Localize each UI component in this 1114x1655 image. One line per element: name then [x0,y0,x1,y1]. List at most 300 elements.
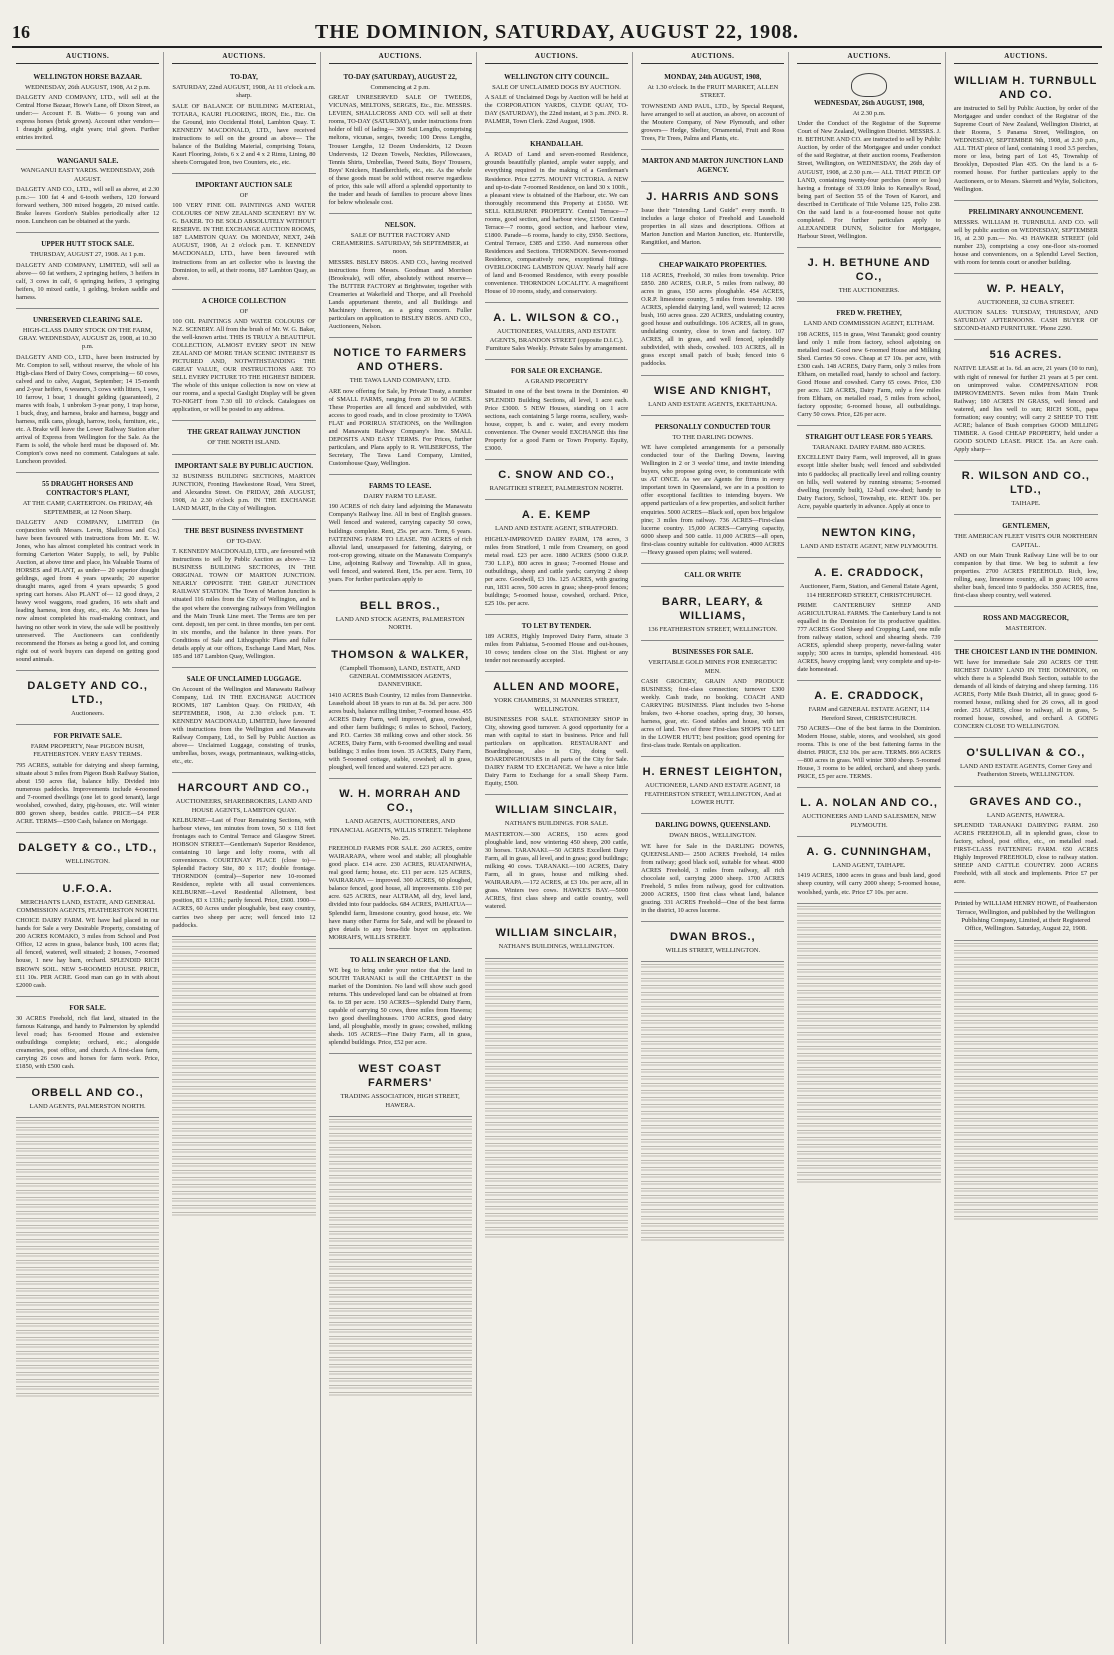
fine-print [954,1062,1098,1067]
ad-heading: L. A. NOLAN AND CO., [800,797,938,810]
fine-print [172,1044,315,1049]
advertisement [641,589,784,641]
fine-print [954,950,1098,955]
fine-print [16,1148,159,1153]
ad-heading: FOR PRIVATE SALE. [53,732,122,741]
advertisement [485,462,628,500]
column-header: AUCTIONS. [797,52,940,64]
ad-heading: THE CHOICEST LAND IN THE DOMINION. [954,647,1098,656]
ad-heading: WANGANUI SALE. [56,156,119,165]
fine-print [954,1097,1098,1102]
fine-print [172,1142,315,1147]
ad-subheading: LAND AGENTS, AUCTIONEERS, AND FINANCIAL AGENTS, WILLIS STREET. Telephone No. 25. [329,818,472,842]
ad-heading: FOR SALE. [69,1003,106,1012]
fine-print [797,1109,940,1114]
ad-heading: BARR, LEARY, & WILLIAMS, [661,595,764,622]
fine-print [329,1308,472,1313]
ad-heading: DWAN BROS., [670,930,756,943]
ad-body: 1410 ACRES Bush Country, 12 miles from Dannevirke. Leasehold about 18 years to run at 8s. 3d. per acre. 300 acres bush, balance milling timber, 7-roomed house. 455 ACRES Dairy Farm, well improved, grass, cowshed, and other farm buildings; 6 miles to School, Factory, and P.O. Carries 38 milking cows and other stock. 56 ACRES, Dairy Farm, with 6-roomed dwelling and usual buildings; 3 miles from town. 35 ACRES, Dairy Farm, with 5-roomed cottage, stable, cowshed; all in grass, ploughed, well fenced and watered. £23 per acre. [328,691,472,771]
fine-print [172,981,315,986]
fine-print [16,1302,159,1307]
advertisement [954,517,1098,607]
ad-subheading: LAND AND STOCK AGENTS, PALMERSTON NORTH. [335,615,465,632]
ad-heading: A CHOICE COLLECTION [201,296,286,305]
fine-print [954,999,1098,1004]
fine-print [172,1212,315,1217]
ad-subheading: WANGANUI EAST YARDS. WEDNESDAY, 26th AUGUST. [20,167,155,183]
advertisement [485,920,628,958]
fine-print [797,1137,940,1142]
fine-print [172,1016,315,1021]
fine-print [954,1027,1098,1032]
ad-body: AUCTION SALES: TUESDAY, THURSDAY, AND SATURDAY AFTERNOONS. CASH BUYER OF SECOND-HAND FURNITURE. 'Phone 2290. [953,309,1098,333]
ad-subheading: Auctioneer, Farm, Station, and General Estate Agent, 114 HEREFORD STREET, CHRISTCHURCH. [799,583,939,599]
fine-print [641,1139,784,1144]
ad-subheading: YORK CHAMBERS, 31 MANNERS STREET, WELLINGTON. [493,697,620,713]
fine-print [329,1210,472,1215]
ad-body: EXCELLENT Dairy Farm, well improved, all in grass except little shelter bush; well fenced and subdivided into 6 paddocks; all practically level and rolling country on hills, well watered by running streams; 5-roomed dwelling (recently built), 12-bail cow-shed; handy to Dairy Factory, School, Township, etc. RENT 10s. per Acre, payable quarterly in advance. Apply at once to [797,454,941,510]
fine-print [641,964,784,969]
ad-heading: C. SNOW AND CO., [498,468,615,481]
ad-subheading: THE AMERICAN FLEET VISITS OUR NORTHERN CAPITAL. [954,533,1098,549]
column-2 [168,52,320,1644]
advertisement [641,184,784,254]
fine-print [954,1160,1098,1165]
fine-print [641,1223,784,1228]
fine-print [797,962,940,967]
fine-print [172,939,315,944]
ad-heading: H. ERNEST LEIGHTON, [642,766,783,779]
ad-heading: R. WILSON AND CO., LTD., [961,469,1090,497]
ad-body: T. KENNEDY MACDONALD, LTD., are favoured with instructions to sell by Public Auction as above— 32 BUSINESS BUILDING SECTIONS, IN THE ORIGINAL TOWN OF MARTON JUNCTION. NEARLY OPPOSITE THE GREAT JUNCTION RAILWAY STATION. The Town of Marton Junction is situated 116 miles from the City of Wellington, and is the spot where the converging railways from Wellington and the Main Trunk Line meet. The Terms are ten per cent. deposit, ten per cent. in three months, ten per cent. in six months, and the balance in three years. For Conditions of Sale and Lithographic Plans and fuller details apply at our offices, Exchange Land Mart, Nos. 185 and 187 Lambton Quay, Wellington. [172,548,316,660]
fine-print [16,1225,159,1230]
ad-heading: NELSON. [384,220,416,229]
ad-heading: THOMSON & WALKER, [331,648,470,661]
ad-subheading: VERITABLE GOLD MINES FOR ENERGETIC MEN. [648,659,778,675]
column-3 [325,52,477,1644]
ad-heading: UPPER HUTT STOCK SALE. [41,240,134,249]
advertisement [329,340,472,475]
ad-body: NATIVE LEASE at 1s. 6d. an acre, 21 years (10 to run), with right of renewal for further 21 years at 5 per cent. on unimproved value. COMPENSATION FOR IMPROVEMENTS. Seven miles from Main Trunk Railway; 180 ACRES IN GRASS, well fenced and watered, and lies well to sun; RICH SOIL, papa formation; easy country; will carry 2 SHEEP TO THE ACRE; balance of Bush comprises GOOD MILLING TIMBER. A Good CHEAP PROPERTY, held under a GOOD SOUND LEASE. PRICE 15s. an Acre cash. Apply sharp— [953,365,1098,453]
fine-print [485,989,628,994]
fine-print [485,1059,628,1064]
advertisement-columns [12,52,1102,1644]
fine-print [485,1157,628,1162]
fine-print [16,1134,159,1139]
fine-print [641,1048,784,1053]
fine-print [485,996,628,1001]
fine-print [485,1094,628,1099]
ad-heading: WILLIAM H. TURNBULL AND CO. [954,74,1098,102]
ad-subheading: LAND AGENTS, PALMERSTON NORTH. [29,1103,146,1111]
fine-print [797,920,940,925]
fine-print [954,964,1098,969]
advertisement [485,674,628,795]
ad-body: CHOICE DAIRY FARM. WE have had placed in our hands for Sale a very Desirable Property, consisting of 200 ACRES KOMAKO, 3 miles from School and Post Office, 12 acres in grass, balance bush, 100 acres flat; all fenced, watered, well situated; 2 houses, 7-roomed house, 1 new hay barn, orchard. SPLENDID RICH BROWN SOIL. NEW 5-ROOMED HOUSE. PRICE, £11 10s. PER ACRE. Good man can go in with about £2000 cash. [16,917,160,989]
fine-print [172,1198,315,1203]
fine-print [16,1155,159,1160]
ad-heading: KHANDALLAH. [530,140,583,149]
fine-print [797,1032,940,1037]
fine-print [954,1153,1098,1158]
ad-body: MESSRS. BISLEY BROS. AND CO., having received instructions from Messrs. Goodman and Morrison (Brookvale), will offer, absolutely without reserve— The BUTTER FACTORY at Brightwater, together with Creameries at Wakefield and Thorpe, and all Freehold Lands appurtenant thereto, and all Buildings and Machinery thereon, as a going concern. Fuller particulars on application to BISLEY BROS. AND CO., Auctioneers, Nelson. [328,258,472,331]
ad-heading: WISE AND KNIGHT, [653,384,772,397]
ad-subheading: SATURDAY, 22nd AUGUST, 1908, At 11 o'clock a.m. sharp. [172,83,316,100]
fine-print [954,1202,1098,1207]
fine-print [172,1121,315,1126]
advertisement [485,502,628,615]
ad-heading: A. L. WILSON & CO., [493,312,620,325]
fine-print [485,1003,628,1008]
fine-print [16,1197,159,1202]
ad-subheading: TAIHAPE. [1011,500,1041,508]
fine-print [329,1329,472,1334]
fine-print [172,1079,315,1084]
column-4 [481,52,633,1644]
ad-heading: J. HARRIS AND SONS [646,190,780,203]
fine-print [954,1069,1098,1074]
fine-print [16,1183,159,1188]
ad-body: DALGETY AND COMPANY, LIMITED, will sell as above— 60 fat wethers, 2 springing heifers, 3 heifers in calf, 3 cows in calf, 6 springing heifers, 3 springing heifers, 10 mixed cattle, 1 gelding, broken saddle and harness. [16,261,160,301]
ad-subheading: SALE OF UNCLAIMED DOGS BY AUCTION. [492,83,621,91]
fine-print [16,1351,159,1356]
advertisement [329,781,472,949]
fine-print [329,1189,472,1194]
ad-subheading: WILLIS STREET, WELLINGTON. [665,947,761,955]
column-6 [793,52,945,1644]
fine-print [797,1067,940,1072]
column-header: AUCTIONS. [954,52,1098,64]
fine-print [172,1086,315,1091]
advertisement [641,152,784,182]
newspaper-title: THE DOMINION, SATURDAY, AUGUST 22, 1908. [315,20,799,43]
ad-body: DALGETY AND CO., LTD., will sell as above, at 2.30 p.m.:— 100 fat 4 and 6-tooth wethers, 120 forward forward wethers, 300 mixed hoggets, 20 mixed cattle. Brake leaves Gordon's Stables periodically after 12 noon. Luncheon can be obtained at the yards. [16,186,160,226]
fine-print [641,1027,784,1032]
fine-print [329,1287,472,1292]
ad-body: 795 ACRES, suitable for dairying and sheep farming, situate about 3 miles from Pigeon Bush Railway Station, about 150 acres flat, balance hilly. Divided into numerous paddocks. Improvements include 4-roomed and 7-roomed dwellings (one let to good tenant), large woolshed, cowshed, dairy, pig-houses, etc. Will winter 800 grown sheep, besides cattle. PRICE—£4 PER ACRE. TERMS—£500 Cash, balance on Mortgage. [16,761,160,826]
ad-body: 198 ACRES, 115 in grass, West Taranaki; good country land only 1 mile from factory, school adjoining on metalled road. Good new 6-roomed House and Milking Shed. Carries 50 cows. Cheap at £7 10s. per acre, with £300 cash. 148 ACRES, Dairy Farm, only 3 miles from Eltham, on metalled road, handy to school and factory. Good House and cowshed. Carry 65 cows. Price, £30 per acre. 128 ACRES, Dairy Farm, only a few miles from Eltham, on metalled road, 5 miles from school, factory opposite; 6-roomed house, all outbuildings. Carry 50 cows. Price, £26 per acre. [797,330,941,419]
ad-heading: A. E. CRADDOCK, [814,690,924,703]
fine-print [329,1273,472,1278]
fine-print [329,1392,472,1397]
fine-print [329,1140,472,1145]
fine-print [641,1041,784,1046]
fine-print [485,1164,628,1169]
ad-heading: WEST COAST FARMERS' [358,1063,442,1090]
fine-print [641,1237,784,1242]
fine-print [641,1118,784,1123]
fine-print [16,1358,159,1363]
fine-print [329,1203,472,1208]
fine-print [485,1017,628,1022]
advertisement [16,727,159,833]
ad-body: A ROAD of Land and seven-roomed Residence, grounds beautifully planted, ample water supply, and everything required in the making of a Gentleman's Residence. Price £2775. MOUNT VICTORIA. A NEW and up-to-date 7-roomed Residence, on land 30 x 100ft., a pleasant view is obtained of the Harbour, etc. We can thoroughly recommend this Property at £1650. WE SELL KELBURNE PROPERTY. Central Terrace—7 rooms, good section, and harbour view, £1500. Central Terrace—7 rooms, good section, and harbour view, £1800. Parade—6 rooms, handy to city, £950. Sections, Central Terrace, £385 and £350. And numerous other Residences and Sections. THORNDON. Seven-roomed Residence, comparatively new, exceptional fittings. OVERLOOKING LAMBTON QUAY. Nearly half acre of land and 8-roomed Residence, with every possible convenience. THORNDON LOCALITY. A magnificent House of 10 rooms, study, and conservatory. [484,151,629,296]
ad-subheading: OF [239,191,249,199]
ad-body: SPLENDID TARANAKI DAIRYING FARM. 260 ACRES FREEHOLD, all in splendid grass, close to factory, school, post office, etc., on metalled road. FIRST-CLASS FATTENING FARM. 650 ACRES Highly Improved FREEHOLD, close to railway station. SHEEP AND CATTLE COUNTRY. 2000 ACRES Freehold, with all stock and implements. Price £7 per acre. [953,822,1098,886]
ad-subheading: LAND AND ESTATE AGENT, STRATFORD. [495,525,618,533]
ad-subheading: TRADING ASSOCIATION, HIGH STREET, HAWERA. [340,1093,460,1109]
fine-print [641,999,784,1004]
fine-print [172,1128,315,1133]
fine-print [641,1097,784,1102]
fine-print [641,1174,784,1179]
fine-print [329,1126,472,1131]
fine-print [16,1120,159,1125]
fine-print [485,1199,628,1204]
fine-print [641,1083,784,1088]
fine-print [485,1080,628,1085]
fine-print [16,1337,159,1342]
column-header: AUCTIONS. [485,52,628,64]
fine-print [797,1088,940,1093]
fine-print [485,975,628,980]
fine-print [172,1205,315,1210]
ad-subheading: Auctioneers. [71,709,105,717]
fine-print [641,985,784,990]
ad-body: Issue their "Intending Land Guide" every month. It includes a large choice of Freehold and Leasehold properties in all sizes and descriptions. Offices at Marton Junction and Marton Junction, etc. Hunterville, Rangitikei, and Marton. [641,206,785,246]
advertisement [16,68,159,150]
ad-subheading: AT THE CAMP, CARTERTON. On FRIDAY, 4th SEPTEMBER, at 12 Noon Sharp. [22,500,153,516]
ad-subheading: DAIRY FARM TO LEASE. [363,493,437,501]
fine-print [16,1211,159,1216]
advertisement [954,463,1098,515]
fine-print [16,1274,159,1279]
advertisement [485,68,628,133]
fine-print [485,1052,628,1057]
fine-print [172,1184,315,1189]
column-7 [950,52,1102,1644]
fine-print [329,1224,472,1229]
advertisement [16,475,159,670]
fine-print [172,1135,315,1140]
ad-heading: J. H. BETHUNE AND CO., [807,256,931,283]
ad-body: SALE OF BALANCE OF BUILDING MATERIAL, TOTARA, KAURI FLOORING, IRON, Etc., Etc. On the Ground, into Occidental Hotel, Lambton Quay. T. KENNEDY MACDONALD, LTD., have received instructions to sell on the ground as above— The balance of the Building Material, comprising Totara, Kauri Flooring, Joists, 6 x 2 and 4 x 2 Rimu, Lining, 80 sheets Corrugated Iron, two Counters, etc., etc. [172,102,316,166]
fine-print [485,1136,628,1141]
fine-print [797,969,940,974]
advertisement [797,250,940,302]
ad-subheading: A GRAND PROPERTY [524,378,589,386]
fine-print [954,1209,1098,1214]
fine-print [954,1118,1098,1123]
fine-print [954,957,1098,962]
fine-print [485,1171,628,1176]
advertisement [954,740,1098,787]
fine-print [954,943,1098,948]
page-number: 16 [12,21,30,42]
fine-print [16,1281,159,1286]
advertisement [485,362,628,460]
advertisement [329,642,472,779]
ad-subheading: TO THE DARLING DOWNS. [672,433,754,441]
ad-heading: A. G. CUNNINGHAM, [806,846,932,859]
advertisement [485,797,628,918]
fine-print [954,978,1098,983]
fine-print [641,1160,784,1165]
fine-print [797,1151,940,1156]
ad-body: Under the Conduct of the Registrar of the Supreme Court of New Zealand, Wellington District. MESSRS. J. H. BETHUNE AND CO. are instructed to sell by Public Auction, by order of the Mortgagee and under conduct of the said Registrar, at their auction rooms, Featherston Street, Wellington, on WEDNESDAY, the 26th day of AUGUST, 1908, at 2.30 p.m.— ALL THAT PIECE OF LAND, containing twenty-four perches (more or less) having a frontage of 33.09 links to Keneally's Road, being part of Section 55 of the Town of Karori, and described in Certificate of Title Volume 125, Folio 238. On the said land is a four-roomed house not quite completed. For further particulars apply to ALEXANDER DUNN, Solicitor for Mortgagee, Harbour Street, Wellington. [797,120,941,240]
fine-print [172,1009,315,1014]
fine-print [485,1045,628,1050]
ad-body: 118 ACRES, Freehold, 30 miles from township. Price £850. 280 ACRES, O.R.P., 5 miles from railway, 80 acres in grass, 150 acres ploughable. 454 ACRES, O.R.P. limestone country, 5 miles from township. 190 ACRES, splendid dairying land, well watered; 12 acres bush, 160 acres grass. 220 ACRES, undulating country, good house and outbuildings. 106 ACRES, all in grass, undulating country, close to town and factory. 107 ACRES, all in grass, and well fenced, splendidly subdivided, with sheds, cowshed. 103 ACRES, all in grass except small patch of bush; fenced into 6 paddocks. [641,271,785,368]
fine-print [329,1238,472,1243]
fine-print [172,1177,315,1182]
fine-print [641,1181,784,1186]
fine-print [954,1020,1098,1025]
ad-subheading: At 2.30 p.m. [852,109,886,117]
fine-print [641,1209,784,1214]
fine-print [954,1076,1098,1081]
ad-heading: MARTON AND MARTON JUNCTION LAND AGENCY. [642,156,784,174]
fine-print [954,1174,1098,1179]
advertisement [641,418,784,564]
fine-print [485,1101,628,1106]
advertisement [172,670,315,773]
ad-body: TOWNSEND AND PAUL, LTD., by Special Request, have arranged to sell at auction, as above, on account of the Moutere Company, of New Plymouth, and other growers— Hedge, Shelter, Ornamental, Fruit and Ross Trees, Fir Trees, Palms and Plants, etc. [641,102,785,142]
fine-print [797,1060,940,1065]
fine-print [485,1024,628,1029]
ad-subheading: AUCTIONEERS AND LAND SALESMEN, NEW PLYMOUTH. [801,813,937,829]
advertisement [797,428,940,518]
fine-print [954,1041,1098,1046]
fine-print [172,1100,315,1105]
fine-print [329,1196,472,1201]
ad-subheading: THURSDAY, AUGUST 27, 1908. At 1 p.m. [30,251,146,259]
fine-print [797,1074,940,1079]
fine-print [797,1039,940,1044]
fine-print [797,913,940,918]
fine-print [641,1188,784,1193]
ad-heading: W. H. MORRAH AND CO., [339,788,462,815]
fine-print [329,1315,472,1320]
fine-print [329,1294,472,1299]
fine-print [797,1172,940,1177]
fine-print [16,1323,159,1328]
fine-print [485,1143,628,1148]
advertisement [797,839,940,904]
fine-print [172,960,315,965]
fine-print [16,1288,159,1293]
fine-print [954,1111,1098,1116]
ad-body: MASTERTON.—300 ACRES, 150 acres good ploughable land, now wintering 450 sheep, 200 cattle, 30 horses. TARANAKI.—50 ACRES Excellent Dairy Farm, all in grass, all level, and in grass; good buildings; milking 40 cows. TARANAKI.—100 ACRES, Dairy Farm, all in grass, house and milking shed. WAIRARAPA.—172 ACRES, at £3 10s. per acre, all in grass. Winters two cows. HAWKE'S BAY.—5000 ACRES, first class sheep and cattle country, well watered. [484,830,629,911]
fine-print [16,1190,159,1195]
fine-print [954,1048,1098,1053]
fine-print [954,1104,1098,1109]
ad-subheading: 136 FEATHERSTON STREET, WELLINGTON. [648,625,778,633]
advertisement [16,235,159,309]
ad-heading: 516 ACRES. [989,349,1063,362]
fine-print [329,1133,472,1138]
ad-subheading: LAND AGENT, TAIHAPE. [832,862,906,870]
advertisement [16,835,159,873]
advertisement [954,276,1098,341]
fine-print [641,1069,784,1074]
advertisement [641,924,784,962]
ad-heading: HARCOURT AND CO., [177,782,310,795]
ad-heading: CALL OR WRITE [684,570,742,579]
fine-print [329,1245,472,1250]
fine-print [954,1146,1098,1151]
ad-subheading: OF THE NORTH ISLAND. [207,439,281,447]
fine-print [641,971,784,976]
fine-print [329,1301,472,1306]
royal-crest-icon [851,73,887,97]
ad-subheading: LAND AGENTS, HAWERA. [986,811,1065,819]
ad-body: DALGETY AND CO., LTD., have been instructed by Mr. Compton to sell, without reserve, the whole of his High-class Herd of Dairy Cows, comprising— 60 cows, calved and to calve, August, September; 14 15-month and 2-year heifers, 6 weaners, 3 cows with litters, 1 sow, 10 farrow, 1 boar, 1 draught gelding (guaranteed), 2 mares with foals, 1 unbroken 3-year pony, 1 trap horse, 1 buck, dray, and harness, brake and harness, buggy and harness, milk cans, plough, harrow, tools, furniture, etc., etc. A Brake will leave the Lower Railway Station after arrival of Express from Wellington for the Sale. As the Farm is sold, the whole herd must be disposed of. Mr. Compton's cows need no comment. Catalogues at sale. Luncheon provided. [16,353,160,466]
ad-heading: UNRESERVED CLEARING SALE. [33,315,143,324]
ad-heading: TO LET BY TENDER. [521,622,592,631]
advertisement [329,216,472,338]
fine-print [329,1231,472,1236]
fine-print [16,1141,159,1146]
ad-body: A SALE of Unclaimed Dogs by Auction will be held at the CORPORATION YARDS, CLYDE QUAY, TO-DAY (SATURDAY), the 22nd instant, at 3 p.m. JNO. R. PALMER, Town Clerk. 22nd August, 1908. [484,94,629,126]
fine-print [485,1150,628,1155]
fine-print [485,982,628,987]
ad-heading: TO-DAY (SATURDAY), AUGUST 22, [343,72,457,81]
ad-subheading: MERCHANTS LAND, ESTATE, AND GENERAL COMMISSION AGENTS, FEATHERSTON NORTH. [16,898,159,914]
fine-print [797,1116,940,1121]
ad-heading: W. P. HEALY, [986,282,1065,295]
ad-heading: PERSONALLY CONDUCTED TOUR [655,422,771,431]
ad-heading: FARMS TO LEASE. [368,482,432,491]
fine-print [172,1191,315,1196]
fine-print [16,1372,159,1377]
fine-print [172,1072,315,1077]
ad-body: 189 ACRES, Highly Improved Dairy Farm, situate 3 miles from Pahiatua, 5-roomed House and out-houses, 10 cows; tenders close on the 31st. Highest or any tender not necessarily accepted. [484,633,629,665]
fine-print [172,1093,315,1098]
fine-print [485,1073,628,1078]
advertisement [329,1056,472,1117]
ad-body: 30 ACRES Freehold, rich flat land, situated in the famous Kairanga, and handy to Palmerston by splendid level road; has 6-roomed House and extensive outbuildings complete; orchard, etc.; alongside creameries, post office, and church. A first-class farm, carrying 26 cows and horses for farm work. Price, £1850, with £500 cash. [16,1014,160,1070]
fine-print [641,992,784,997]
fine-print [16,1309,159,1314]
ad-heading: A. E. KEMP [521,509,592,522]
fine-print [172,1023,315,1028]
ad-body: 1419 ACRES, 1800 acres in grass and bush land, good sheep country, will carry 2000 sheep; 5-roomed house, woolshed, yards, etc. Price £7 10s. per acre. [797,872,941,896]
fine-print [16,1253,159,1258]
ad-subheading: MASTERTON. [1005,625,1047,633]
ad-subheading: THE TAWA LAND COMPANY, LTD. [349,377,451,385]
ad-heading: DALGETY AND CO., LTD., [27,679,148,706]
advertisement [641,378,784,416]
fine-print [485,1206,628,1211]
advertisement [797,304,940,426]
ad-heading: BELL BROS., [359,599,441,612]
ad-heading: FRED W. FRETHEY, [836,309,902,318]
fine-print [329,1168,472,1173]
fine-print [797,997,940,1002]
fine-print [172,988,315,993]
fine-print [329,1259,472,1264]
ad-body: 190 ACRES of rich dairy land adjoining the Manawatu Company's Railway line. All in best of English grasses. Well fenced and watered, carrying capacity 50 cows, buildings complete. Rent, 25s. per acre. Term, 6 years. FATTENING FARM TO LEASE. 780 ACRES of rich alluvial land, unsurpassed for fattening, dairying, or root-crop growing, situate on the Manawatu Company's Line, adjoining Railway and Township. All in grass, well fenced, and watered. Rent, 15s. per acre. Term, 10 years. For further particulars apply to [328,503,472,583]
fine-print [329,1161,472,1166]
fine-print [329,1147,472,1152]
fine-print [172,953,315,958]
fine-print [797,906,940,911]
advertisement [797,68,940,248]
ad-subheading: FARM PROPERTY, Near PIGEON BUSH, FEATHERSTON. VERY EASY TERMS. [30,743,145,759]
advertisement [172,457,315,520]
fine-print [329,1336,472,1341]
fine-print [641,1146,784,1151]
ad-heading: IMPORTANT AUCTION SALE [195,180,293,189]
advertisement [329,951,472,1054]
ad-body: Situated in one of the best towns in the Dominion. 40 SPLENDID Building Sections, all level, 1 acre each. Price £3000. 5 NEW Houses, standing on 1 acre sections, each containing 5 large rooms, scullery, wash-house, copper, b. and c. water, and every modern convenience. The Owner would EXCHANGE this fine Property for a good Farm or Town Property. Equity, £3000. [484,388,629,452]
advertisement [797,520,940,558]
ad-heading: THE GREAT RAILWAY JUNCTION [187,428,301,437]
fine-print [485,961,628,966]
ad-heading: CHEAP WAIKATO PROPERTIES. [658,260,767,269]
fine-print [797,1123,940,1128]
